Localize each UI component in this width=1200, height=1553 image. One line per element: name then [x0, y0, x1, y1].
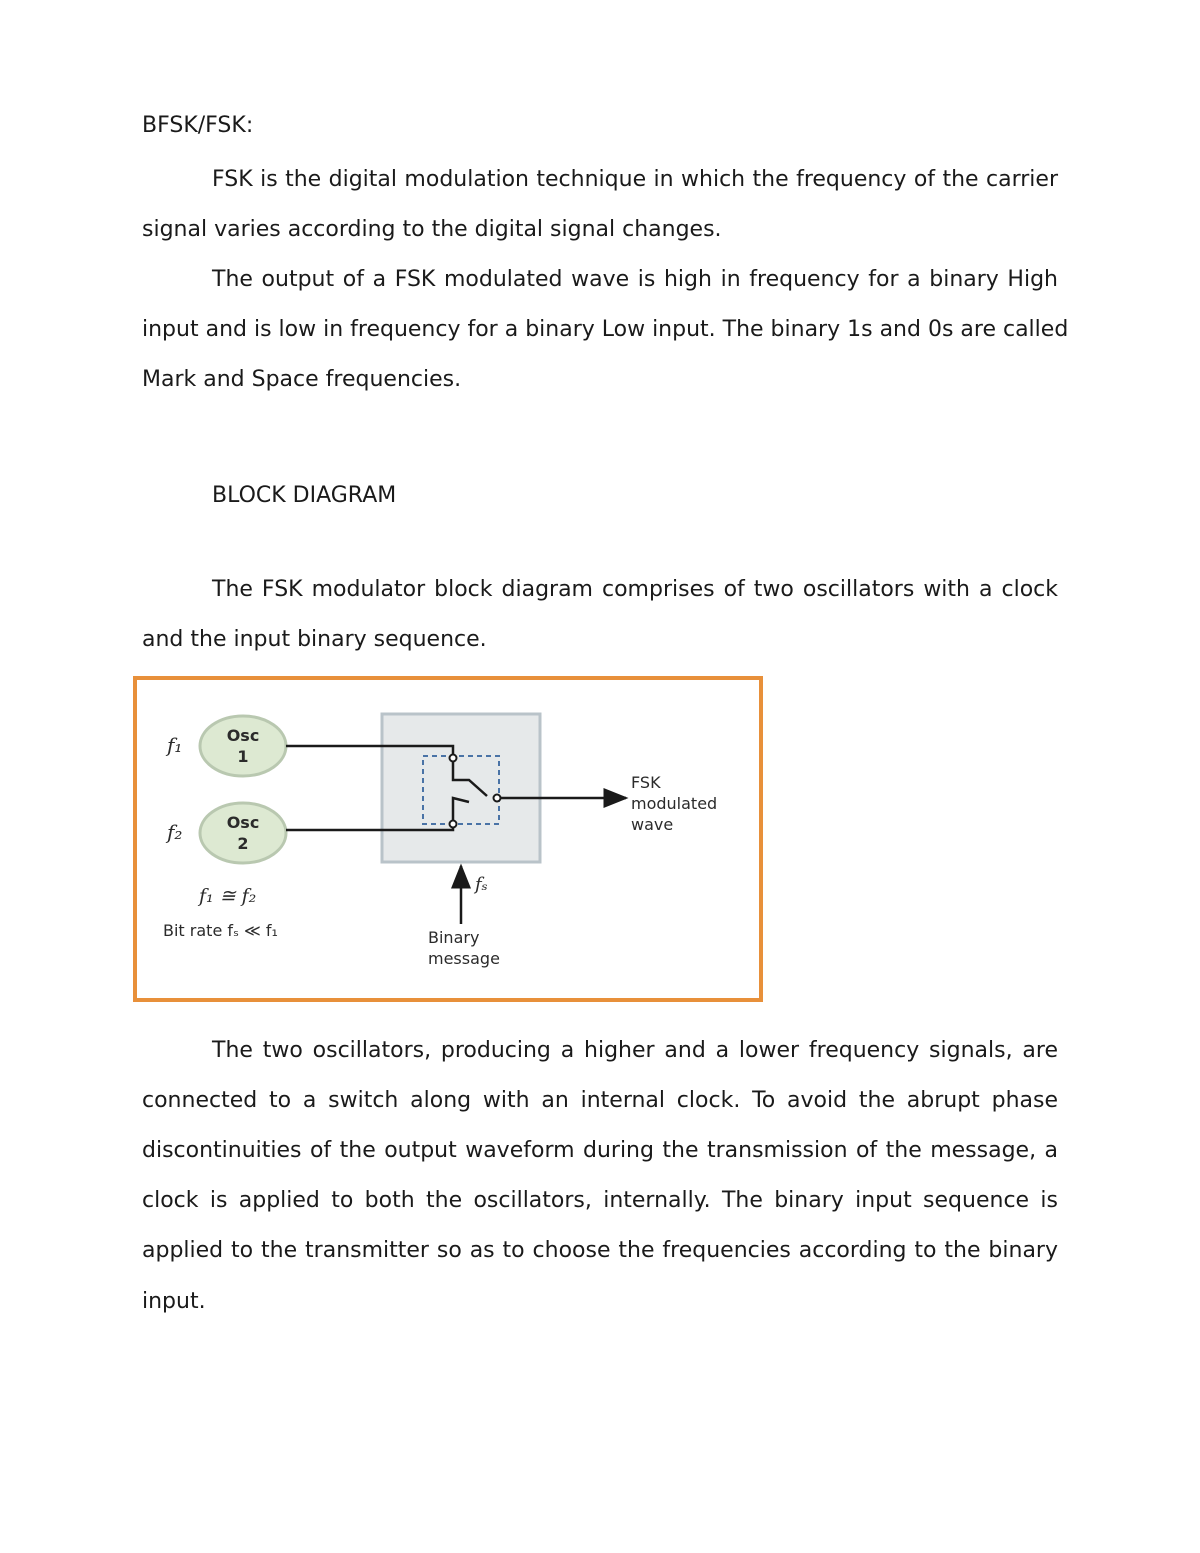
oscillator-2: [200, 803, 286, 863]
bitrate-relation: Bit rate fₛ ≪ f₁: [163, 921, 278, 940]
osc1-frequency-label: f₁: [167, 733, 183, 757]
output-label-line-1: FSK: [631, 773, 661, 792]
paragraph4-line-6: input.: [142, 1289, 206, 1314]
osc1-number: 1: [237, 747, 249, 766]
paragraph2-line-3: Mark and Space frequencies.: [142, 367, 462, 392]
paragraph4-line-1: The two oscillators, producing a higher and a lower frequency signals, are: [212, 1038, 1058, 1063]
output-label-line-2: modulated: [631, 794, 718, 813]
paragraph3-line-2: and the input binary sequence.: [142, 627, 487, 652]
paragraph3-line-1: The FSK modulator block diagram comprises of two oscillators with a clock: [212, 577, 1058, 602]
section-heading: BLOCK DIAGRAM: [212, 483, 397, 508]
paragraph4-line-3: discontinuities of the output waveform during the transmission of the message, a: [142, 1138, 1058, 1163]
switch-contact-1: [450, 755, 457, 762]
paragraph4-line-2: connected to a switch along with an internal clock. To avoid the abrupt phase: [142, 1088, 1058, 1113]
paragraph2-line-2: input and is low in frequency for a binary Low input. The binary 1s and 0s are called: [142, 317, 1069, 342]
fsk-block-diagram: [137, 680, 759, 998]
oscillator-1: [200, 716, 286, 776]
paragraph2-line-1: The output of a FSK modulated wave is high in frequency for a binary High: [212, 267, 1058, 292]
switch-block: [382, 714, 540, 862]
switch-output-node: [494, 795, 501, 802]
osc2-frequency-label: f₂: [167, 820, 183, 844]
input-label-line-1: Binary: [428, 928, 480, 947]
input-label-line-2: message: [428, 949, 500, 968]
osc2-name: Osc: [226, 813, 260, 832]
switch-contact-2: [450, 821, 457, 828]
frequency-relation: f₁ ≅ f₂: [199, 885, 257, 907]
block-diagram-figure: [133, 676, 763, 1002]
osc2-number: 2: [237, 834, 249, 853]
paragraph1-line-1: FSK is the digital modulation technique in which the frequency of the carrier: [212, 167, 1058, 192]
document-heading: BFSK/FSK:: [142, 113, 254, 138]
clock-label: fₛ: [475, 874, 488, 895]
output-label-line-3: wave: [631, 815, 674, 834]
osc1-name: Osc: [226, 726, 260, 745]
paragraph4-line-5: applied to the transmitter so as to choose the frequencies according to the binary: [142, 1238, 1058, 1263]
paragraph4-line-4: clock is applied to both the oscillators, internally. The binary input sequence is: [142, 1188, 1058, 1213]
paragraph1-line-2: signal varies according to the digital signal changes.: [142, 217, 722, 242]
